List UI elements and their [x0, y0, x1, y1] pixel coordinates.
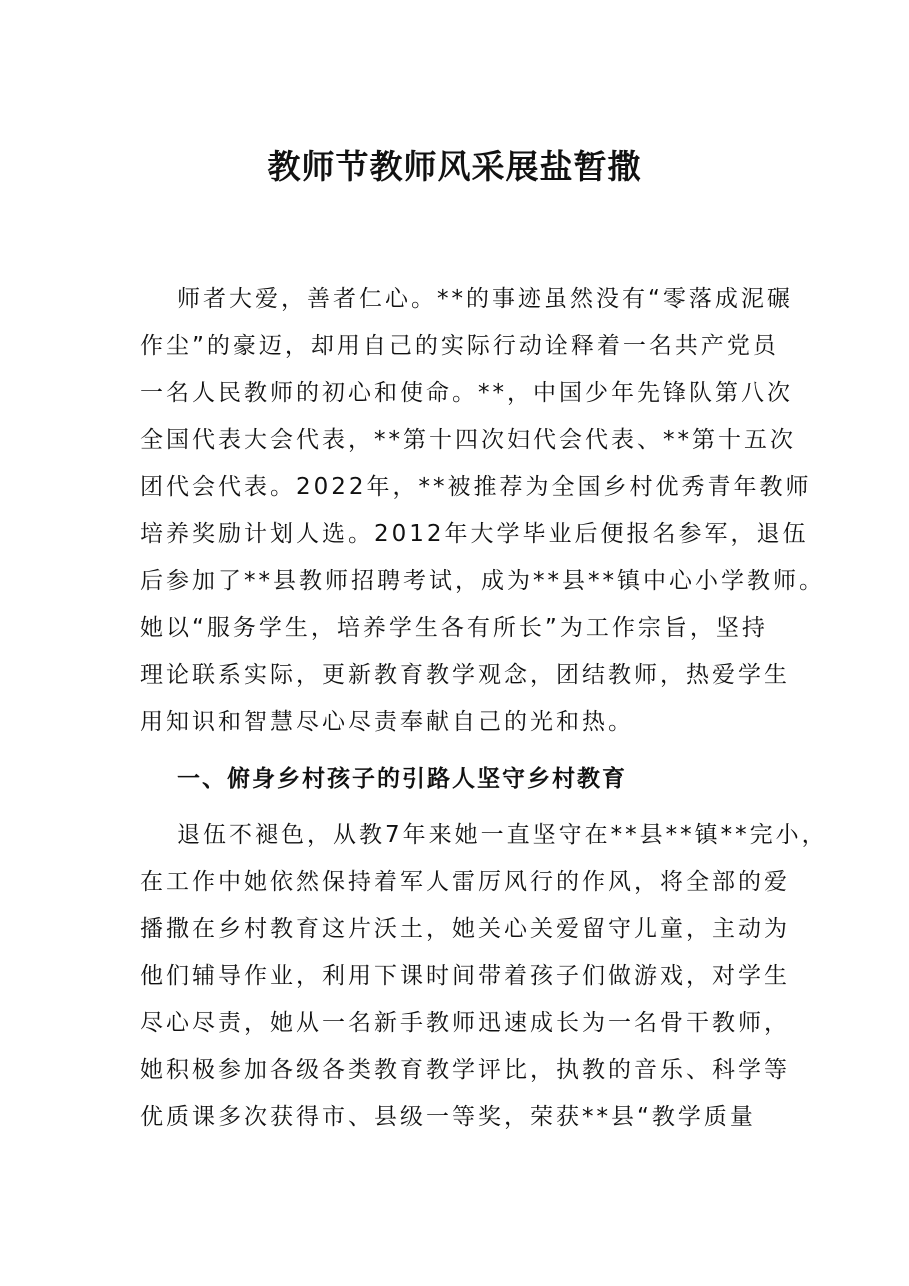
paragraph-line: 在工作中她依然保持着军人雷厉风行的作风，将全部的爱 [140, 869, 790, 895]
section-heading: 一、俯身乡村孩子的引路人坚守乡村教育 [177, 765, 627, 792]
paragraph-line: 作尘”的豪迈，却用自己的实际行动诠释着一名共产党员 [140, 333, 779, 359]
paragraph-line: 用知识和智慧尽心尽责奉献自己的光和热。 [140, 709, 634, 735]
page-title: 教师节教师风采展盐暂撒 [267, 147, 642, 186]
paragraph-line: 退伍不褪色，从教7年来她一直坚守在**县**镇**完小， [177, 822, 828, 848]
paragraph-line: 尽心尽责，她从一名新手教师迅速成长为一名骨干教师， [140, 1010, 790, 1036]
paragraph-line: 她以“服务学生，培养学生各有所长”为工作宗旨，坚持 [140, 615, 768, 641]
paragraph-line: 团代会代表。2022年，**被推荐为全国乡村优秀青年教师 [140, 474, 812, 500]
paragraph-line: 全国代表大会代表，**第十四次妇代会代表、**第十五次 [140, 427, 796, 453]
paragraph-line: 播撒在乡村教育这片沃土，她关心关爱留守儿童，主动为 [140, 916, 790, 942]
paragraph-line: 师者大爱，善者仁心。**的事迹虽然没有“零落成泥碾 [177, 286, 793, 312]
paragraph-line: 优质课多次获得市、县级一等奖，荣获**县“教学质量 [140, 1104, 756, 1130]
document-body [140, 276, 828, 1141]
paragraph-line: 培养奖励计划人选。2012年大学毕业后便报名参军，退伍 [140, 521, 809, 547]
paragraph-line: 理论联系实际，更新教育教学观念，团结教师，热爱学生 [140, 662, 790, 688]
paragraph-line: 她积极参加各级各类教育教学评比，执教的音乐、科学等 [140, 1057, 790, 1083]
paragraph-line: 后参加了**县教师招聘考试，成为**县**镇中心小学教师。 [140, 568, 825, 594]
paragraph-line: 一名人民教师的初心和使命。**，中国少年先锋队第八次 [140, 380, 793, 406]
paragraph-line: 他们辅导作业，利用下课时间带着孩子们做游戏，对学生 [140, 963, 790, 989]
